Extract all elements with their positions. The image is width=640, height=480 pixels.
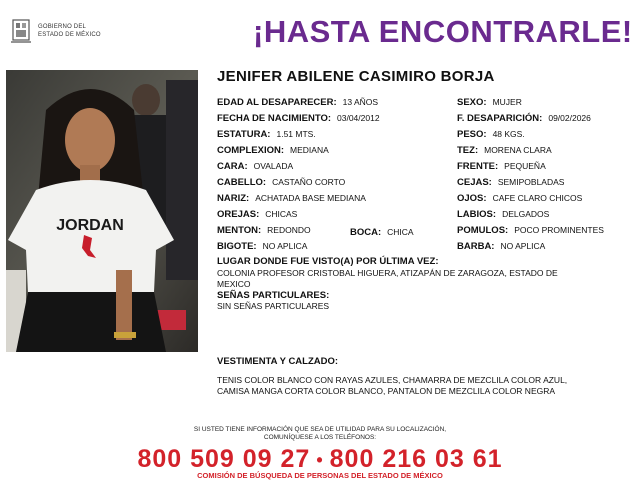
field-fecha-nacimiento: FECHA DE NACIMIENTO: 03/04/2012 bbox=[217, 113, 380, 124]
field-estatura: ESTATURA: 1.51 MTS. bbox=[217, 129, 316, 140]
person-name: JENIFER ABILENE CASIMIRO BORJA bbox=[217, 68, 495, 85]
phone-numbers bbox=[0, 445, 640, 474]
missing-person-photo bbox=[6, 70, 198, 352]
last-seen-line1: COLONIA PROFESOR CRISTOBAL HIGUERA, ATIZAPÁN DE ZARAGOZA, ESTADO DE bbox=[217, 268, 558, 278]
field-edad: EDAD AL DESAPARECER: 13 AÑOS bbox=[217, 97, 379, 108]
info-text-line1: SI USTED TIENE INFORMACIÓN QUE SEA DE UTILIDAD PARA SU LOCALIZACIÓN, bbox=[193, 426, 447, 433]
field-cabello: CABELLO: CASTAÑO CORTO bbox=[217, 177, 346, 188]
field-pomulos: POMULOS: POCO PROMINENTES bbox=[457, 225, 604, 236]
field-barba: BARBA: NO APLICA bbox=[457, 241, 546, 252]
vestimenta-label: VESTIMENTA Y CALZADO: bbox=[217, 356, 339, 367]
logo-text-line1: GOBIERNO DEL bbox=[38, 24, 87, 30]
logo-text-line2: ESTADO DE MÉXICO bbox=[38, 32, 101, 38]
government-logo bbox=[10, 18, 130, 48]
field-complexion: COMPLEXION: MEDIANA bbox=[217, 145, 329, 156]
last-seen-line2: MEXICO bbox=[217, 279, 251, 289]
headline: ¡HASTA ENCONTRARLE! bbox=[253, 14, 633, 49]
field-nariz: NARIZ: ACHATADA BASE MEDIANA bbox=[217, 193, 366, 204]
last-seen-label: LUGAR DONDE FUE VISTO(A) POR ÚLTIMA VEZ: bbox=[217, 256, 439, 267]
commission-name: COMISIÓN DE BÚSQUEDA DE PERSONAS DEL ESTADO DE MÉXICO bbox=[197, 471, 443, 480]
senas-value: SIN SEÑAS PARTICULARES bbox=[217, 301, 330, 311]
senas-label: SEÑAS PARTICULARES: bbox=[217, 290, 330, 301]
field-bigote: BIGOTE: NO APLICA bbox=[217, 241, 308, 252]
vestimenta-line1: TENIS COLOR BLANCO CON RAYAS AZULES, CHAMARRA DE MEZCLILA COLOR AZUL, bbox=[217, 375, 568, 385]
field-sexo: SEXO: MUJER bbox=[457, 97, 522, 108]
field-tez: TEZ: MORENA CLARA bbox=[457, 145, 552, 156]
field-cejas: CEJAS: SEMIPOBLADAS bbox=[457, 177, 565, 188]
phone-2[interactable]: 800 216 03 61 bbox=[329, 445, 503, 473]
info-text-line2: COMUNÍQUESE A LOS TELÉFONOS: bbox=[263, 434, 377, 441]
field-labios: LABIOS: DELGADOS bbox=[457, 209, 550, 220]
vestimenta-line2: CAMISA MANGA CORTA COLOR BLANCO, PANTALON DE MEZCLILA COLOR NEGRA bbox=[217, 386, 556, 396]
field-fecha-desaparicion: F. DESAPARICIÓN: 09/02/2026 bbox=[457, 113, 591, 124]
field-boca: BOCA: CHICA bbox=[350, 227, 414, 238]
field-cara: CARA: OVALADA bbox=[217, 161, 294, 172]
field-peso: PESO: 48 KGS. bbox=[457, 129, 525, 140]
field-ojos: OJOS: CAFE CLARO CHICOS bbox=[457, 193, 583, 204]
state-seal-icon bbox=[10, 18, 32, 44]
field-orejas: OREJAS: CHICAS bbox=[217, 209, 298, 220]
field-menton: MENTON: REDONDO bbox=[217, 225, 311, 236]
field-frente: FRENTE: PEQUEÑA bbox=[457, 161, 546, 172]
svg-text:JORDAN: JORDAN bbox=[56, 217, 124, 234]
phone-separator: • bbox=[316, 449, 324, 470]
phone-1[interactable]: 800 509 09 27 bbox=[137, 445, 311, 473]
